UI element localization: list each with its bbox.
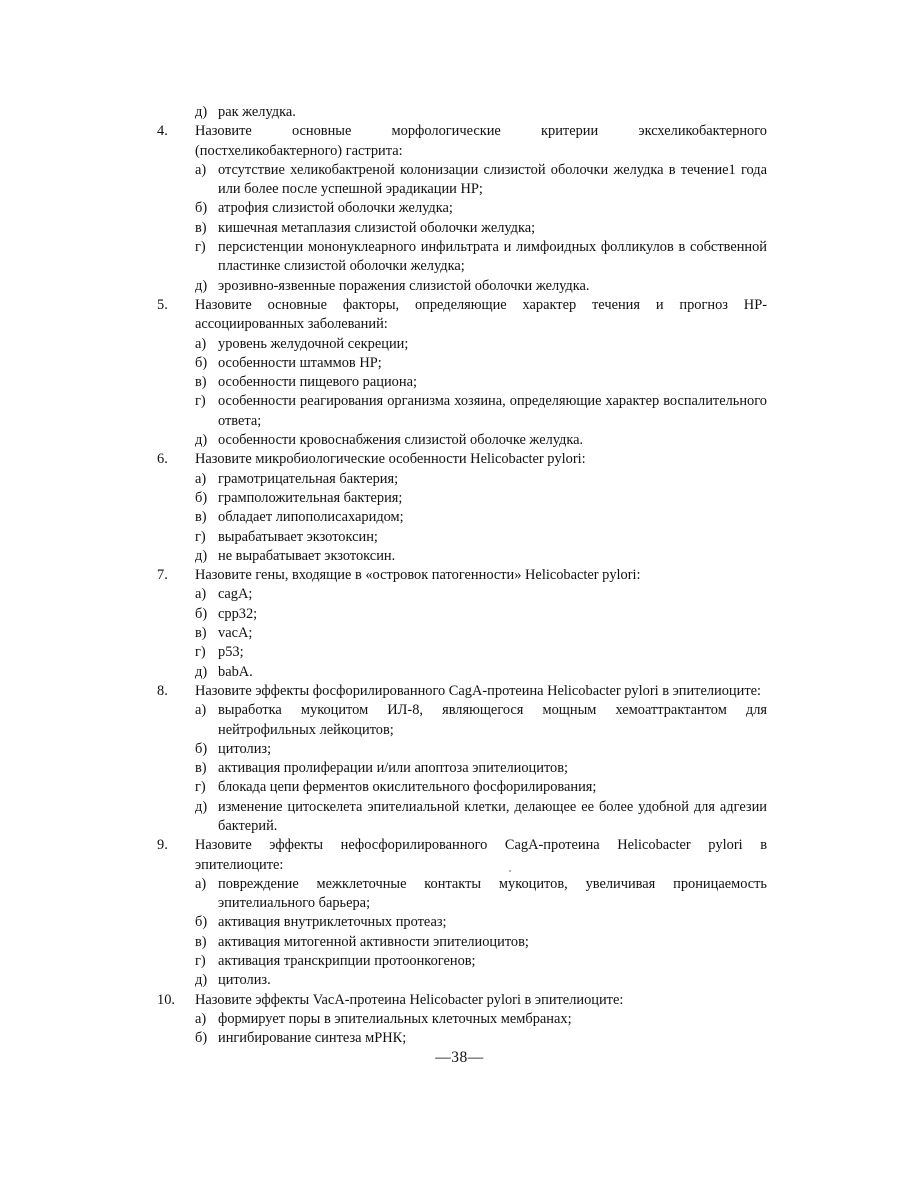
answer-option: [195, 392, 767, 431]
option-letter: б): [195, 489, 208, 506]
scan-speck: [509, 870, 511, 872]
option-text: особенности штаммов HP;: [218, 354, 382, 371]
option-text: рак желудка.: [218, 104, 296, 120]
option-letter: б): [195, 354, 208, 371]
answer-option: [195, 1029, 767, 1048]
option-text: вырабатывает экзотоксин;: [218, 528, 378, 545]
question-7: [157, 991, 767, 1049]
answer-option: [195, 913, 767, 932]
option-letter: д): [195, 277, 208, 294]
option-text: особенности пищевого рациона;: [218, 374, 417, 391]
question-heading: [157, 682, 767, 701]
option-text: особенности реагирования организма хозяина, определяющие характер воспалительного ответа;: [218, 393, 767, 429]
option-text: кишечная метаплазия слизистой оболочки желудка;: [218, 219, 536, 236]
question-text: Назовите гены, входящие в «островок патогенности» Helicobacter pylori:: [195, 567, 641, 584]
option-letter: в): [195, 219, 207, 236]
option-letter: а): [195, 1010, 207, 1027]
option-letter: д): [195, 972, 208, 989]
answer-option: [195, 431, 767, 450]
option-letter: г): [195, 528, 206, 545]
option-text: атрофия слизистой оболочки желудка;: [218, 200, 453, 217]
option-text: особенности кровоснабжения слизистой оболочке желудка.: [218, 432, 584, 449]
answer-option: [195, 605, 767, 624]
answer-option: [195, 585, 767, 604]
option-letter: а): [195, 702, 207, 719]
option-text: повреждение межклеточные контакты мукоцитов, увеличивая проницаемость эпителиального барьера;: [218, 875, 767, 912]
option-text: cagA;: [218, 586, 253, 603]
option-text: babA.: [218, 663, 253, 680]
questions-container: [157, 122, 767, 1048]
option-text: персистенции мононуклеарного инфильтрата и лимфоидных фолликулов в собственной пластинке слизистой оболочки желудка;: [218, 239, 767, 275]
question-number: 6.: [157, 451, 168, 468]
option-letter: г): [195, 239, 206, 256]
option-text: активация внутриклеточных протеаз;: [218, 914, 447, 931]
question-heading: [157, 566, 767, 585]
option-text: выработка мукоцитом ИЛ-8, являющегося мощным хемоаттрактантом для нейтрофильных лейкоцитов;: [218, 702, 767, 738]
option-text: формирует поры в эпителиальных клеточных мембранах;: [218, 1010, 572, 1027]
question-heading: [157, 836, 767, 875]
answer-option: [195, 624, 767, 643]
answer-option: [195, 663, 767, 682]
option-text: блокада цепи ферментов окислительного фосфорилирования;: [218, 779, 597, 796]
answer-option: [195, 277, 767, 296]
option-text: ингибирование синтеза мРНК;: [218, 1030, 407, 1047]
option-letter: а): [195, 161, 207, 178]
answer-option: [195, 778, 767, 797]
answer-option: [195, 875, 767, 914]
question-number: 9.: [157, 837, 168, 854]
option-letter: б): [195, 1030, 208, 1047]
answer-option: [195, 335, 767, 354]
question-text: Назовите эффекты нефосфорилированного CagA-протеина Helicobacter pylori в эпителиоците:: [195, 837, 767, 873]
option-text: цитолиз.: [218, 972, 271, 989]
option-letter: г): [195, 953, 206, 970]
question-5: [157, 682, 767, 836]
question-number: 7.: [157, 567, 168, 584]
option-letter: а): [195, 586, 207, 603]
question-heading: [157, 450, 767, 469]
answer-option: [195, 740, 767, 759]
answer-option: [195, 354, 767, 373]
question-text: Назовите основные факторы, определяющие характер течения и прогноз HP-ассоциированных заболеваний:: [195, 296, 767, 333]
answer-option: [195, 933, 767, 952]
question-2: [157, 296, 767, 450]
option-letter: в): [195, 509, 207, 526]
answer-option: [195, 528, 767, 547]
option-text: грамотрицательная бактерия;: [218, 470, 399, 487]
answer-option: [195, 161, 767, 200]
continued-option: [195, 103, 767, 122]
option-text: грамположительная бактерия;: [218, 489, 403, 506]
option-letter: а): [195, 875, 207, 892]
option-letter: а): [195, 335, 207, 352]
option-letter: г): [195, 393, 206, 410]
page-number: —38—: [435, 1049, 484, 1066]
question-number: 10.: [157, 991, 175, 1008]
question-number: 5.: [157, 296, 168, 313]
option-text: уровень желудочной секреции;: [218, 335, 409, 352]
option-text: p53;: [218, 644, 244, 661]
option-text: изменение цитоскелета эпителиальной клетки, делающее ее более удобной для адгезии бактерий.: [218, 798, 767, 834]
answer-option: [195, 759, 767, 778]
option-text: обладает липополисахаридом;: [218, 509, 404, 526]
option-letter: б): [195, 740, 208, 757]
option-text: активация митогенной активности эпителиоцитов;: [218, 933, 529, 950]
answer-option: [195, 489, 767, 508]
answer-option: [195, 373, 767, 392]
question-heading: [157, 122, 767, 161]
option-text: цитолиз;: [218, 740, 272, 757]
answer-option: [195, 238, 767, 277]
answer-option: [195, 219, 767, 238]
question-4: [157, 566, 767, 682]
question-list: [157, 103, 767, 1049]
answer-option: [195, 199, 767, 218]
option-letter: д): [195, 432, 208, 449]
option-text: эрозивно-язвенные поражения слизистой оболочки желудка.: [218, 277, 590, 294]
answer-option: [195, 952, 767, 971]
option-letter: в): [195, 760, 207, 777]
option-text: активация пролиферации и/или апоптоза эпителиоцитов;: [218, 760, 569, 777]
option-text: не вырабатывает экзотоксин.: [218, 547, 396, 564]
question-text: Назовите эффекты VacA-протеина Helicobacter pylori в эпителиоците:: [195, 991, 624, 1008]
question-text: Назовите эффекты фосфорилированного CagA-протеина Helicobacter pylori в эпителиоците:: [195, 682, 762, 699]
question-heading: [157, 296, 767, 335]
question-1: [157, 122, 767, 296]
option-letter: б): [195, 914, 208, 931]
answer-option: [195, 798, 767, 837]
option-letter: д): [195, 104, 208, 120]
option-letter: д): [195, 547, 208, 564]
option-letter: в): [195, 933, 207, 950]
answer-option: [195, 508, 767, 527]
question-heading: [157, 991, 767, 1010]
question-number: 8.: [157, 682, 168, 699]
answer-option: [195, 470, 767, 489]
question-3: [157, 450, 767, 566]
option-text: отсутствие хеликобактреной колонизации слизистой оболочки желудка в течение1 года или более после успешной эрадикации HP;: [218, 161, 767, 198]
option-letter: г): [195, 644, 206, 661]
answer-option: [195, 1010, 767, 1029]
answer-option: [195, 971, 767, 990]
question-text: Назовите микробиологические особенности Helicobacter pylori:: [195, 451, 586, 468]
option-letter: б): [195, 200, 208, 217]
option-letter: в): [195, 374, 207, 391]
question-6: [157, 836, 767, 990]
option-text: cpp32;: [218, 605, 258, 622]
option-letter: д): [195, 663, 208, 680]
option-letter: б): [195, 605, 208, 622]
answer-option: [195, 643, 767, 662]
option-letter: г): [195, 779, 206, 796]
option-text: vacA;: [218, 625, 253, 642]
question-number: 4.: [157, 123, 168, 140]
option-letter: а): [195, 470, 207, 487]
answer-option: [195, 547, 767, 566]
option-text: активация транскрипции протоонкогенов;: [218, 953, 476, 970]
option-letter: в): [195, 625, 207, 642]
answer-option: [195, 701, 767, 740]
option-letter: д): [195, 798, 208, 815]
question-text: Назовите основные морфологические критерии эксхеликобактерного (постхеликобактерного) гастрита:: [195, 123, 767, 159]
